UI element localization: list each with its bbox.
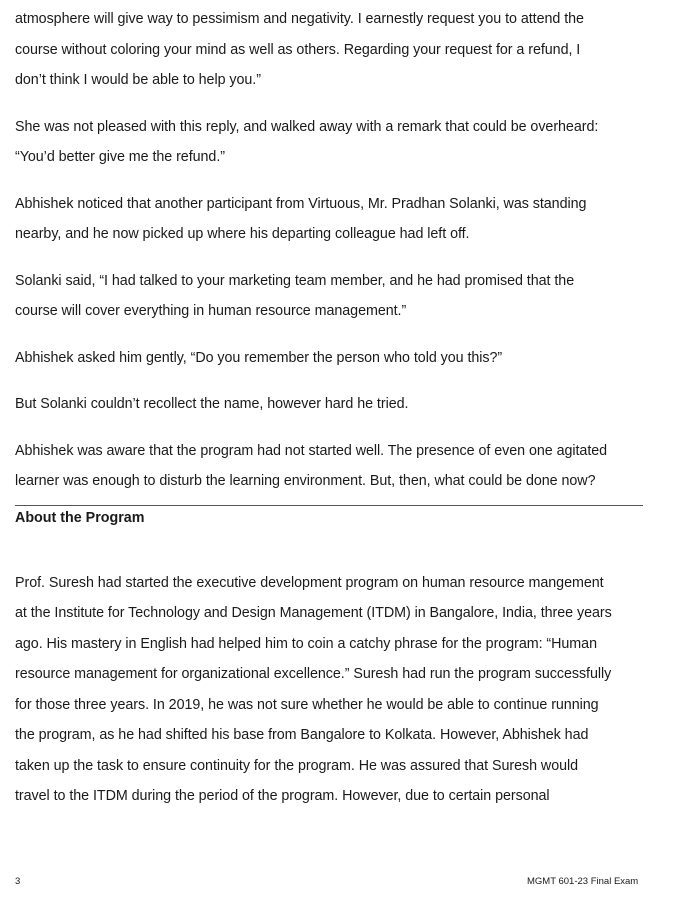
paragraph-recollect xyxy=(15,389,643,420)
text-line: taken up the task to ensure continuity for the program. He was assured that Suresh would xyxy=(15,757,579,774)
page-number: 3 xyxy=(15,876,21,887)
paragraph-abhishek-asked xyxy=(15,343,643,374)
paragraph-solanki-said xyxy=(15,266,643,327)
paragraph-refund-reply xyxy=(15,4,643,96)
text-line: course without coloring your mind as well as others. Regarding your request for a refund, I xyxy=(15,41,581,58)
document-body xyxy=(15,4,643,812)
text-line: don’t think I would be able to help you.” xyxy=(15,72,261,88)
text-line: at the Institute for Technology and Design Management (ITDM) in Bangalore, India, three years xyxy=(15,605,612,621)
text-line: “You’d better give me the refund.” xyxy=(15,149,225,165)
text-line: course will cover everything in human resource management.” xyxy=(15,303,407,319)
text-line: resource management for organizational excellence.” Suresh had run the program successfully xyxy=(15,666,612,682)
text-line: Solanki said, “I had talked to your marketing team member, and he had promised that the xyxy=(15,272,575,289)
text-line: atmosphere will give way to pessimism and negativity. I earnestly request you to attend the xyxy=(15,11,584,27)
footer-course-label: MGMT 601-23 Final Exam xyxy=(527,876,639,887)
text-line: Prof. Suresh had started the executive development program on human resource mangement xyxy=(15,574,604,591)
text-line: She was not pleased with this reply, and walked away with a remark that could be overheard: xyxy=(15,118,599,135)
paragraph-remark xyxy=(15,112,643,173)
text-line: Abhishek asked him gently, “Do you remember the person who told you this?” xyxy=(15,349,503,366)
text-line: the program, as he had shifted his base from Bangalore to Kolkata. However, Abhishek had xyxy=(15,727,589,743)
text-line: Abhishek was aware that the program had not started well. The presence of even one agitated xyxy=(15,442,608,459)
paragraph-program-start xyxy=(15,436,643,497)
text-line: travel to the ITDM during the period of the program. However, due to certain personal xyxy=(15,788,550,804)
text-line: Abhishek noticed that another participant from Virtuous, Mr. Pradhan Solanki, was standing xyxy=(15,195,587,212)
text-line: learner was enough to disturb the learning environment. But, then, what could be done now? xyxy=(15,473,596,489)
section-heading: About the Program xyxy=(15,509,145,526)
text-line: ago. His mastery in English had helped him to coin a catchy phrase for the program: “Human xyxy=(15,635,597,652)
text-line: nearby, and he now picked up where his departing colleague had left off. xyxy=(15,226,470,242)
paragraph-about-program xyxy=(15,568,643,812)
paragraph-solanki-intro xyxy=(15,189,643,250)
text-line: for those three years. In 2019, he was not sure whether he would be able to continue running xyxy=(15,696,599,713)
text-line: But Solanki couldn’t recollect the name, however hard he tried. xyxy=(15,396,409,412)
